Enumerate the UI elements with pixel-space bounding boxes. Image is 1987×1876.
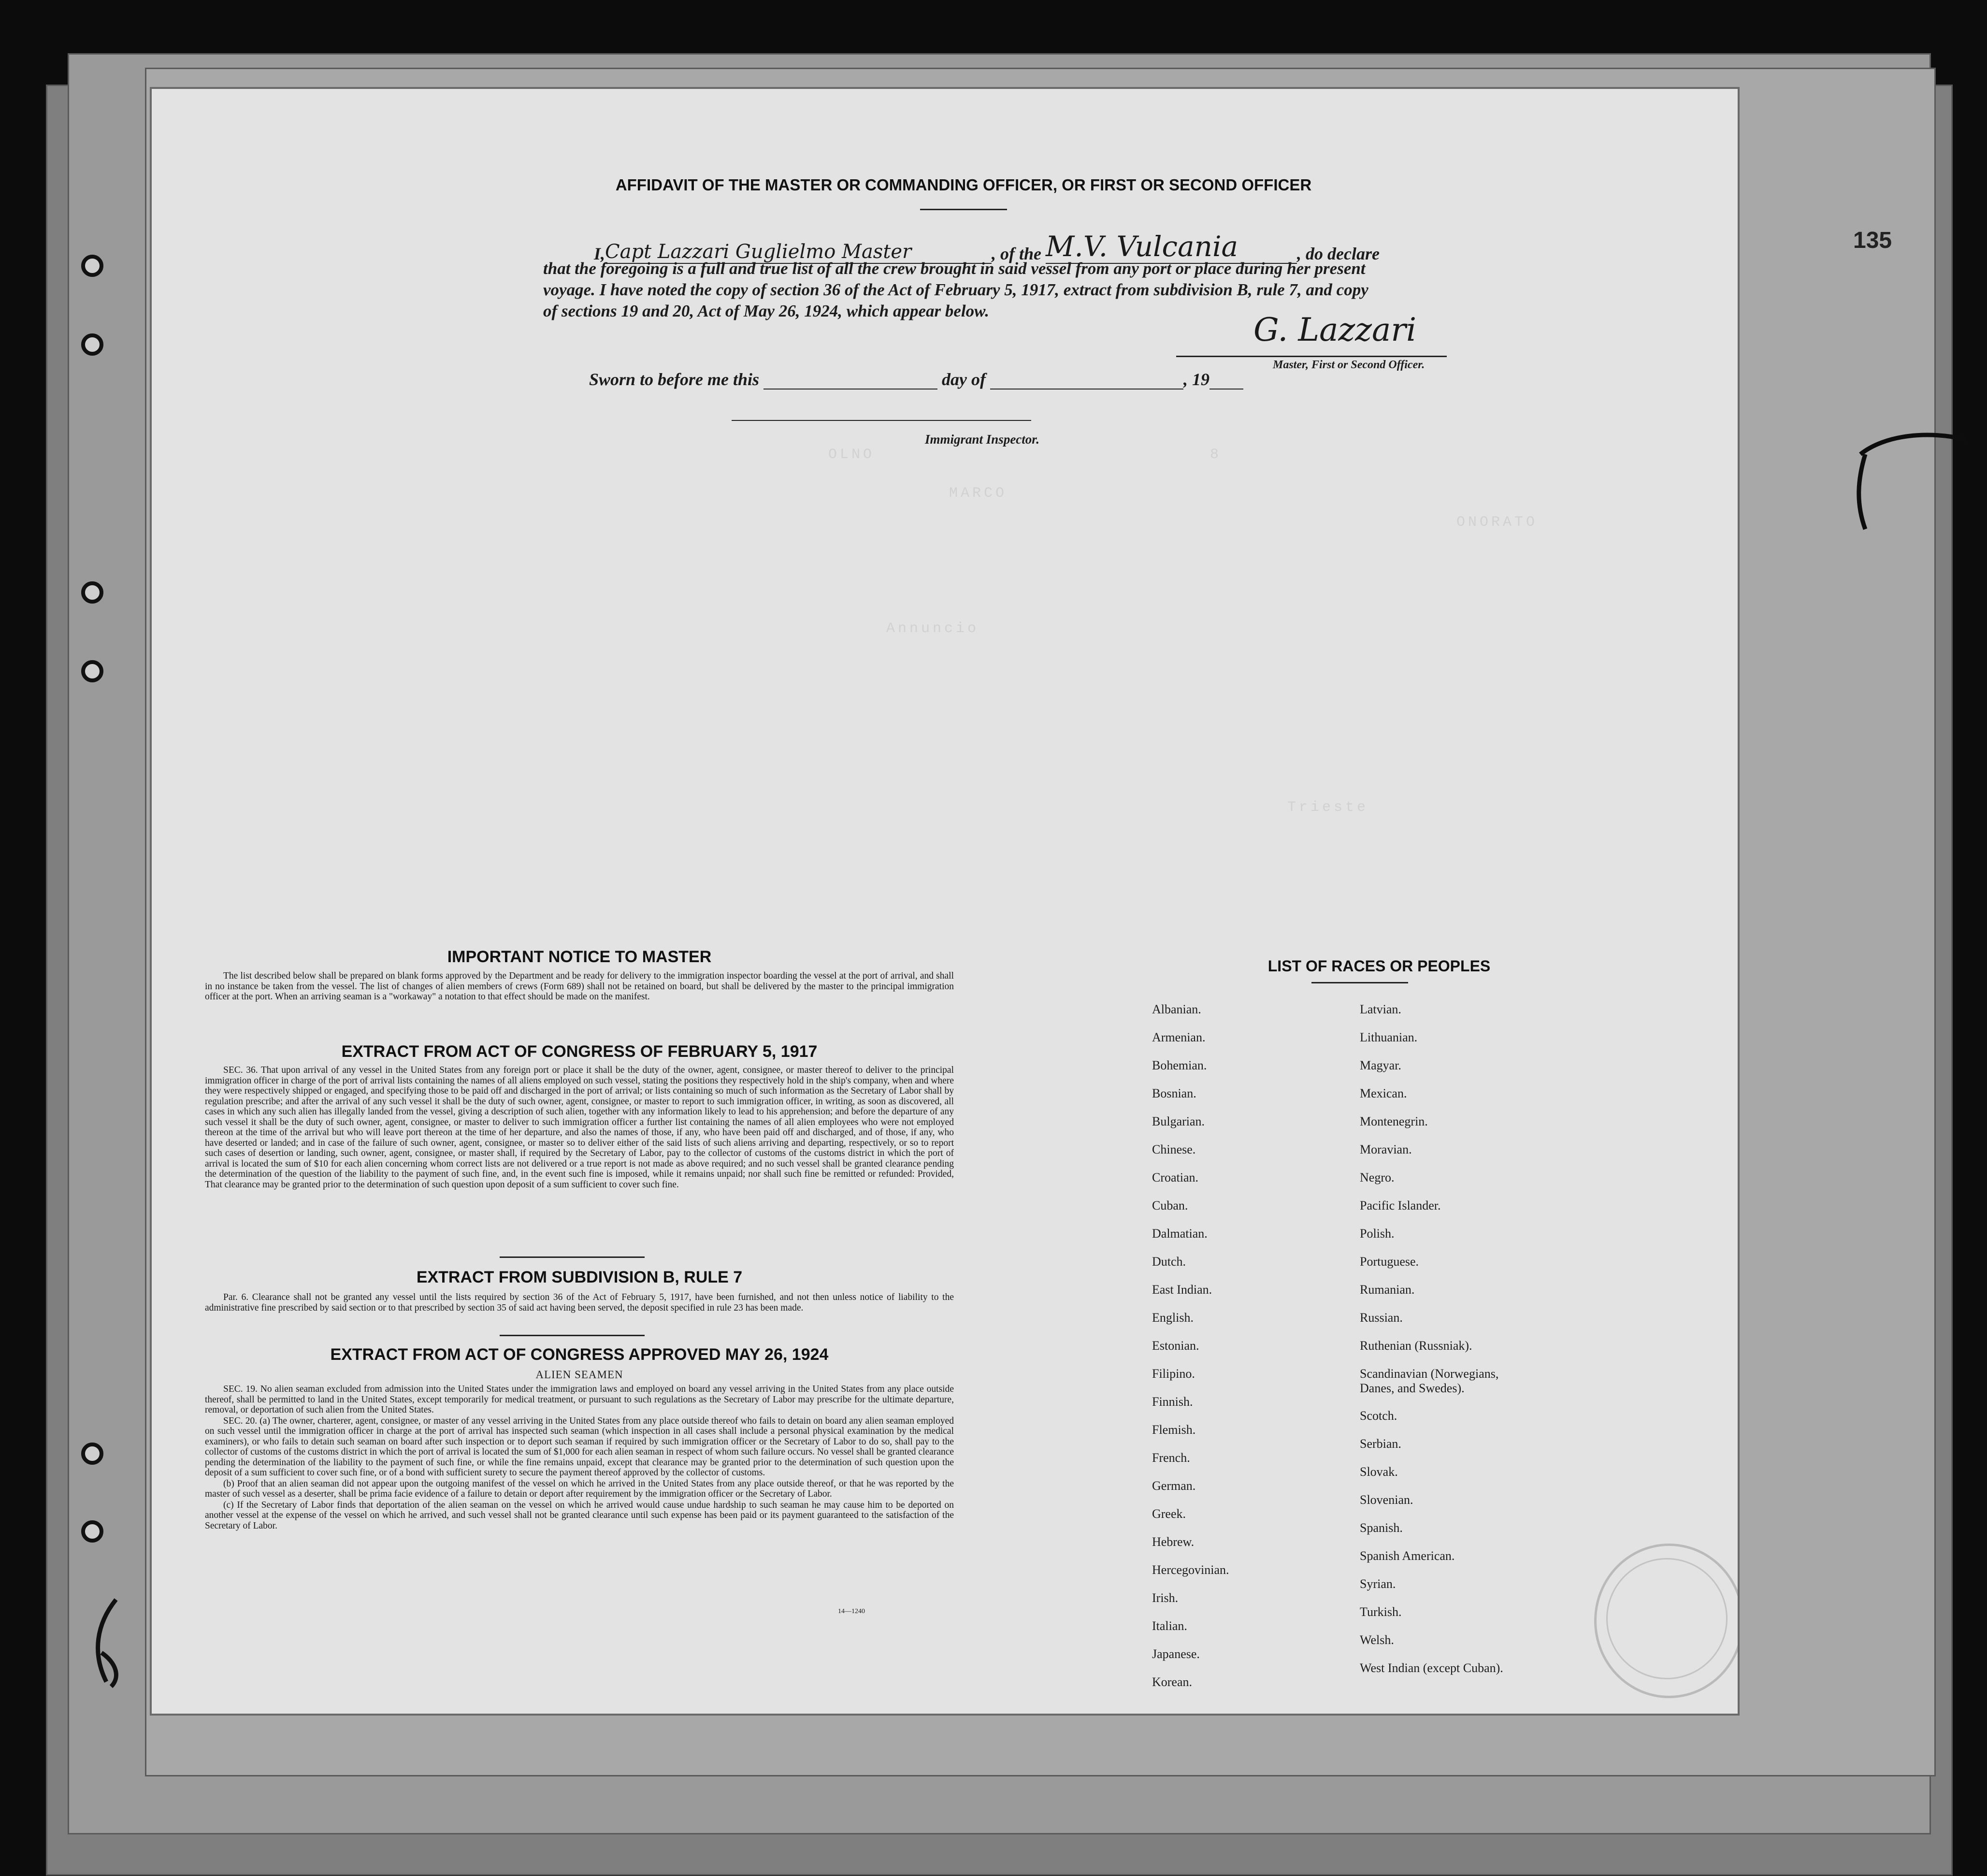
vessel-name-handwritten: M.V. Vulcania [1046, 230, 1297, 264]
binder-hole-icon [81, 333, 103, 356]
affidavit-body-3: of sections 19 and 20, Act of May 26, 1924, which appear below. [543, 302, 989, 320]
sworn-year-field [1209, 389, 1243, 390]
of-the-label: , of the [992, 244, 1042, 263]
notice-paragraph: The list described below shall be prepared on blank forms approved by the Department and be ready for delivery to the immigration inspector boarding the vessel at the port of arrival, and shall in no instance be taken from the vessel. The list of changes of alien members of crews (Form 689) shall not be retained on board, but shall be delivered by the master to the principal immigration officer at the port. When an arriving seaman is a "workaway" a notation to that effect should be made on the manifest. [205, 971, 954, 1002]
race-item: Greek. [1152, 1507, 1186, 1521]
race-item: Turkish. [1360, 1605, 1402, 1619]
race-item: Hercegovinian. [1152, 1563, 1229, 1577]
race-item: Scandinavian (Norwegians, Danes, and Swedes). [1360, 1367, 1499, 1395]
race-item: Welsh. [1360, 1633, 1394, 1647]
form-code: 14—1240 [838, 1608, 865, 1615]
inspector-label: Immigrant Inspector. [925, 432, 1040, 447]
sworn-label: Sworn to before me this [589, 370, 760, 389]
race-item: Portuguese. [1360, 1255, 1419, 1269]
extract-1917-text [205, 1065, 954, 1190]
day-of-label: day of [942, 370, 986, 389]
notice-text [205, 971, 954, 1003]
races-list-right [1360, 1002, 1503, 1689]
race-item: Hebrew. [1152, 1535, 1195, 1549]
binder-hole-icon [81, 581, 103, 604]
race-item: Dalmatian. [1152, 1227, 1208, 1241]
sec-36-paragraph: SEC. 36. That upon arrival of any vessel in the United States from any foreign port or place it shall be the duty of the owner, agent, consignee, or master thereof to deliver to the principal immigration officer in charge of the port of arrival lists containing the names of all aliens employed on such vessel, stating the positions they respectively hold in the ship's company, when and where they were respectively shipped or engaged, and specifying those to be paid off and discharged in the port of arrival; or lists containing so much of such information as the Secretary of Labor shall by regulation prescribe; and after the arrival of any such vessel it shall be the duty of such owner, agent, consignee, or master to report to such immigration officer, in writing, as soon as discovered, all cases in which any such alien has illegally landed from the vessel, giving a description of such alien, together with any information likely to lead to his apprehension; and before the departure of any such vessel it shall be the duty of such owner, agent, consignee, or master to deliver to such immigration officer a further list containing the names of all alien employees who were not employed thereon at the time of the arrival but who will leave port thereon at the time of her departure, and also the names of those, if any, who have been paid off and discharged, and of those, if any, who have deserted or landed; and in case of the failure of such owner, agent, consignee, or master so to deliver either of the said lists of such aliens arriving and departing, respectively, or so to report such cases of desertion or landing, such owner, agent, consignee, or master shall, if required by the Secretary of Labor, pay to the collector of customs of the customs district in which the port of arrival is located the sum of $10 for each alien concerning whom correct lists are not delivered or a true report is not made as above required; and no such vessel shall be granted clearance pending the determination of the question of the liability to the payment of such fine, and, in the event such fine is imposed, while it remains unpaid; nor shall such fine be remitted or refunded: Provided, That clearance may be granted prior to the determination of such question upon deposit of a sum sufficient to cover such fine. [205, 1065, 954, 1190]
official-seal-inner-ring [1606, 1558, 1728, 1679]
race-item: East Indian. [1152, 1283, 1212, 1297]
race-item: Bulgarian. [1152, 1114, 1205, 1128]
sworn-month-field [990, 389, 1183, 390]
race-item: Scotch. [1360, 1409, 1397, 1423]
notice-title: IMPORTANT NOTICE TO MASTER [447, 948, 712, 966]
title-rule [920, 209, 1007, 210]
race-item: Bosnian. [1152, 1086, 1196, 1100]
rule-7-text [205, 1292, 954, 1313]
race-item: German. [1152, 1479, 1196, 1493]
race-item: English. [1152, 1311, 1194, 1325]
race-item: Italian. [1152, 1619, 1187, 1633]
race-item: Finnish. [1152, 1395, 1193, 1409]
race-item: Cuban. [1152, 1198, 1188, 1212]
master-name-handwritten: Capt Lazzari Guglielmo Master [605, 241, 992, 264]
races-list-left [1152, 1002, 1229, 1703]
binder-hole-icon [81, 1443, 103, 1465]
sec-20b-paragraph: (b) Proof that an alien seaman did not appear upon the outgoing manifest of the vessel on which he arrived in the United States from any place outside thereof, or that he was reported by the master of such vessel as a deserter, shall be prima facie evidence of a failure to detain or deport after requirement by the immigration officer or the Secretary of Labor. [205, 1478, 954, 1499]
signature-line [1176, 356, 1447, 357]
race-item: Serbian. [1360, 1437, 1401, 1451]
affidavit-body-1: that the foregoing is a full and true list of all the crew brought in said vessel from any port or place during her present [543, 259, 1366, 278]
bleed-through-text: ONORATO [1456, 514, 1538, 531]
race-item: West Indian (except Cuban). [1360, 1661, 1503, 1675]
signature-caption: Master, First or Second Officer. [1273, 359, 1425, 371]
race-item: Lithuanian. [1360, 1030, 1418, 1044]
race-item: Polish. [1360, 1227, 1395, 1241]
race-item: Flemish. [1152, 1423, 1196, 1437]
bleed-through-text: 8 [1210, 447, 1222, 463]
master-signature: G. Lazzari [1253, 311, 1417, 348]
race-item: Montenegrin. [1360, 1114, 1428, 1128]
sec-20c-paragraph: (c) If the Secretary of Labor finds that deportation of the alien seaman on the vessel on which he arrived would cause undue hardship to such seaman he may cause him to be deported on another vessel at the expense of the vessel on which he arrived, and such vessel shall not be granted clearance until such expense has been paid or its payment guaranteed to the satisfaction of the Secretary of Labor. [205, 1500, 954, 1531]
race-item: Slovak. [1360, 1465, 1398, 1479]
affidavit-body-2: voyage. I have noted the copy of section 36 of the Act of February 5, 1917, extract from subdivision B, rule 7, and copy [543, 280, 1368, 299]
par-6-paragraph: Par. 6. Clearance shall not be granted any vessel until the lists required by section 36 of the Act of February 5, 1917, have been furnished, and not then unless notice of liability to the administrative fine prescribed by said section or to that prescribed by section 35 of said act having been served, the deposit specified in rule 23 has been made. [205, 1292, 954, 1313]
race-item: Pacific Islander. [1360, 1198, 1441, 1212]
sworn-line [589, 369, 1243, 390]
manifest-page [150, 87, 1740, 1716]
alien-seamen-subtitle: ALIEN SEAMEN [535, 1369, 623, 1381]
inspector-line [732, 420, 1031, 421]
bleed-through-text: OLNO [828, 447, 875, 463]
affidavit-title: AFFIDAVIT OF THE MASTER OR COMMANDING OFFICER, OR FIRST OR SECOND OFFICER [615, 176, 1312, 194]
race-item: Slovenian. [1360, 1493, 1413, 1507]
race-item: Croatian. [1152, 1170, 1199, 1184]
pencil-stroke-mark [1856, 425, 1972, 532]
races-title-rule [1311, 982, 1408, 983]
extract-1924-title: EXTRACT FROM ACT OF CONGRESS APPROVED MAY 26, 1924 [330, 1345, 829, 1364]
sec-20a-paragraph: SEC. 20. (a) The owner, charterer, agent, consignee, or master of any vessel arriving in the United States from any place outside thereof who fails to detain on board any alien seaman employed on such vessel until the immigration officer in charge at the port of arrival has inspected such seaman (which inspection in all cases shall include a personal physical examination by the medical examiners), or who fails to detain such seaman on board after such inspection or to deport such seaman if required by such immigration officer or the Secretary of Labor to do so, shall pay to the collector of customs of the customs district in which the port of arrival is located the sum of $1,000 for each alien seaman in respect of whom such failure occurs. No vessel shall be granted clearance pending the determination of the liability to the payment of such fine, or while the fine remains unpaid, except that clearance may be granted prior to the determination of such question upon the deposit of a sum sufficient to cover such fine, or of a bond with sufficient surety to secure the payment thereof approved by the collector of customs. [205, 1415, 954, 1478]
race-item: Spanish. [1360, 1521, 1403, 1535]
race-item: Irish. [1152, 1591, 1179, 1605]
race-item: Filipino. [1152, 1367, 1195, 1381]
race-item: Ruthenian (Russniak). [1360, 1339, 1472, 1353]
race-item: Russian. [1360, 1311, 1403, 1325]
year-label: , 19 [1183, 370, 1210, 389]
race-item: Syrian. [1360, 1577, 1396, 1591]
section-rule [500, 1256, 645, 1258]
race-item: Latvian. [1360, 1002, 1401, 1016]
bleed-through-text: Annuncio [886, 621, 979, 637]
section-rule [500, 1335, 645, 1336]
bleed-through-text: MARCO [949, 485, 1008, 502]
race-item: French. [1152, 1451, 1190, 1465]
race-item: Negro. [1360, 1170, 1395, 1184]
pencil-check-mark [87, 1595, 130, 1691]
binder-hole-icon [81, 660, 103, 682]
race-item: Korean. [1152, 1675, 1193, 1689]
race-item: Spanish American. [1360, 1549, 1455, 1563]
binder-hole-icon [81, 255, 103, 277]
races-title: LIST OF RACES OR PEOPLES [1267, 957, 1491, 975]
rule-7-title: EXTRACT FROM SUBDIVISION B, RULE 7 [416, 1268, 743, 1286]
race-item: Dutch. [1152, 1255, 1186, 1269]
bleed-through-text: Trieste [1287, 799, 1369, 816]
race-item: Magyar. [1360, 1058, 1401, 1072]
race-item: Moravian. [1360, 1142, 1412, 1156]
race-item: Rumanian. [1360, 1283, 1415, 1297]
race-item: Bohemian. [1152, 1058, 1207, 1072]
sec-19-paragraph: SEC. 19. No alien seaman excluded from admission into the United States under the immigration laws and employed on board any vessel arriving in the United States from any place outside thereof, shall be permitted to land in the United States, except temporarily for medical treatment, or pursuant to such regulations as the Secretary of Labor may prescribe for the ultimate departure, removal, or deportation of such alien from the United States. [205, 1384, 954, 1415]
page-number: 135 [1853, 228, 1892, 253]
binder-hole-icon [81, 1520, 103, 1543]
race-item: Estonian. [1152, 1339, 1199, 1353]
race-item: Albanian. [1152, 1002, 1201, 1016]
race-item: Armenian. [1152, 1030, 1206, 1044]
extract-1917-title: EXTRACT FROM ACT OF CONGRESS OF FEBRUARY 5, 1917 [341, 1042, 818, 1061]
affidavit-prefix: I, [594, 244, 605, 263]
sworn-day-field [763, 389, 937, 390]
do-declare-label: , do declare [1297, 244, 1380, 263]
race-item: Japanese. [1152, 1647, 1200, 1661]
race-item: Mexican. [1360, 1086, 1407, 1100]
extract-1924-text [205, 1384, 954, 1531]
race-item: Chinese. [1152, 1142, 1196, 1156]
